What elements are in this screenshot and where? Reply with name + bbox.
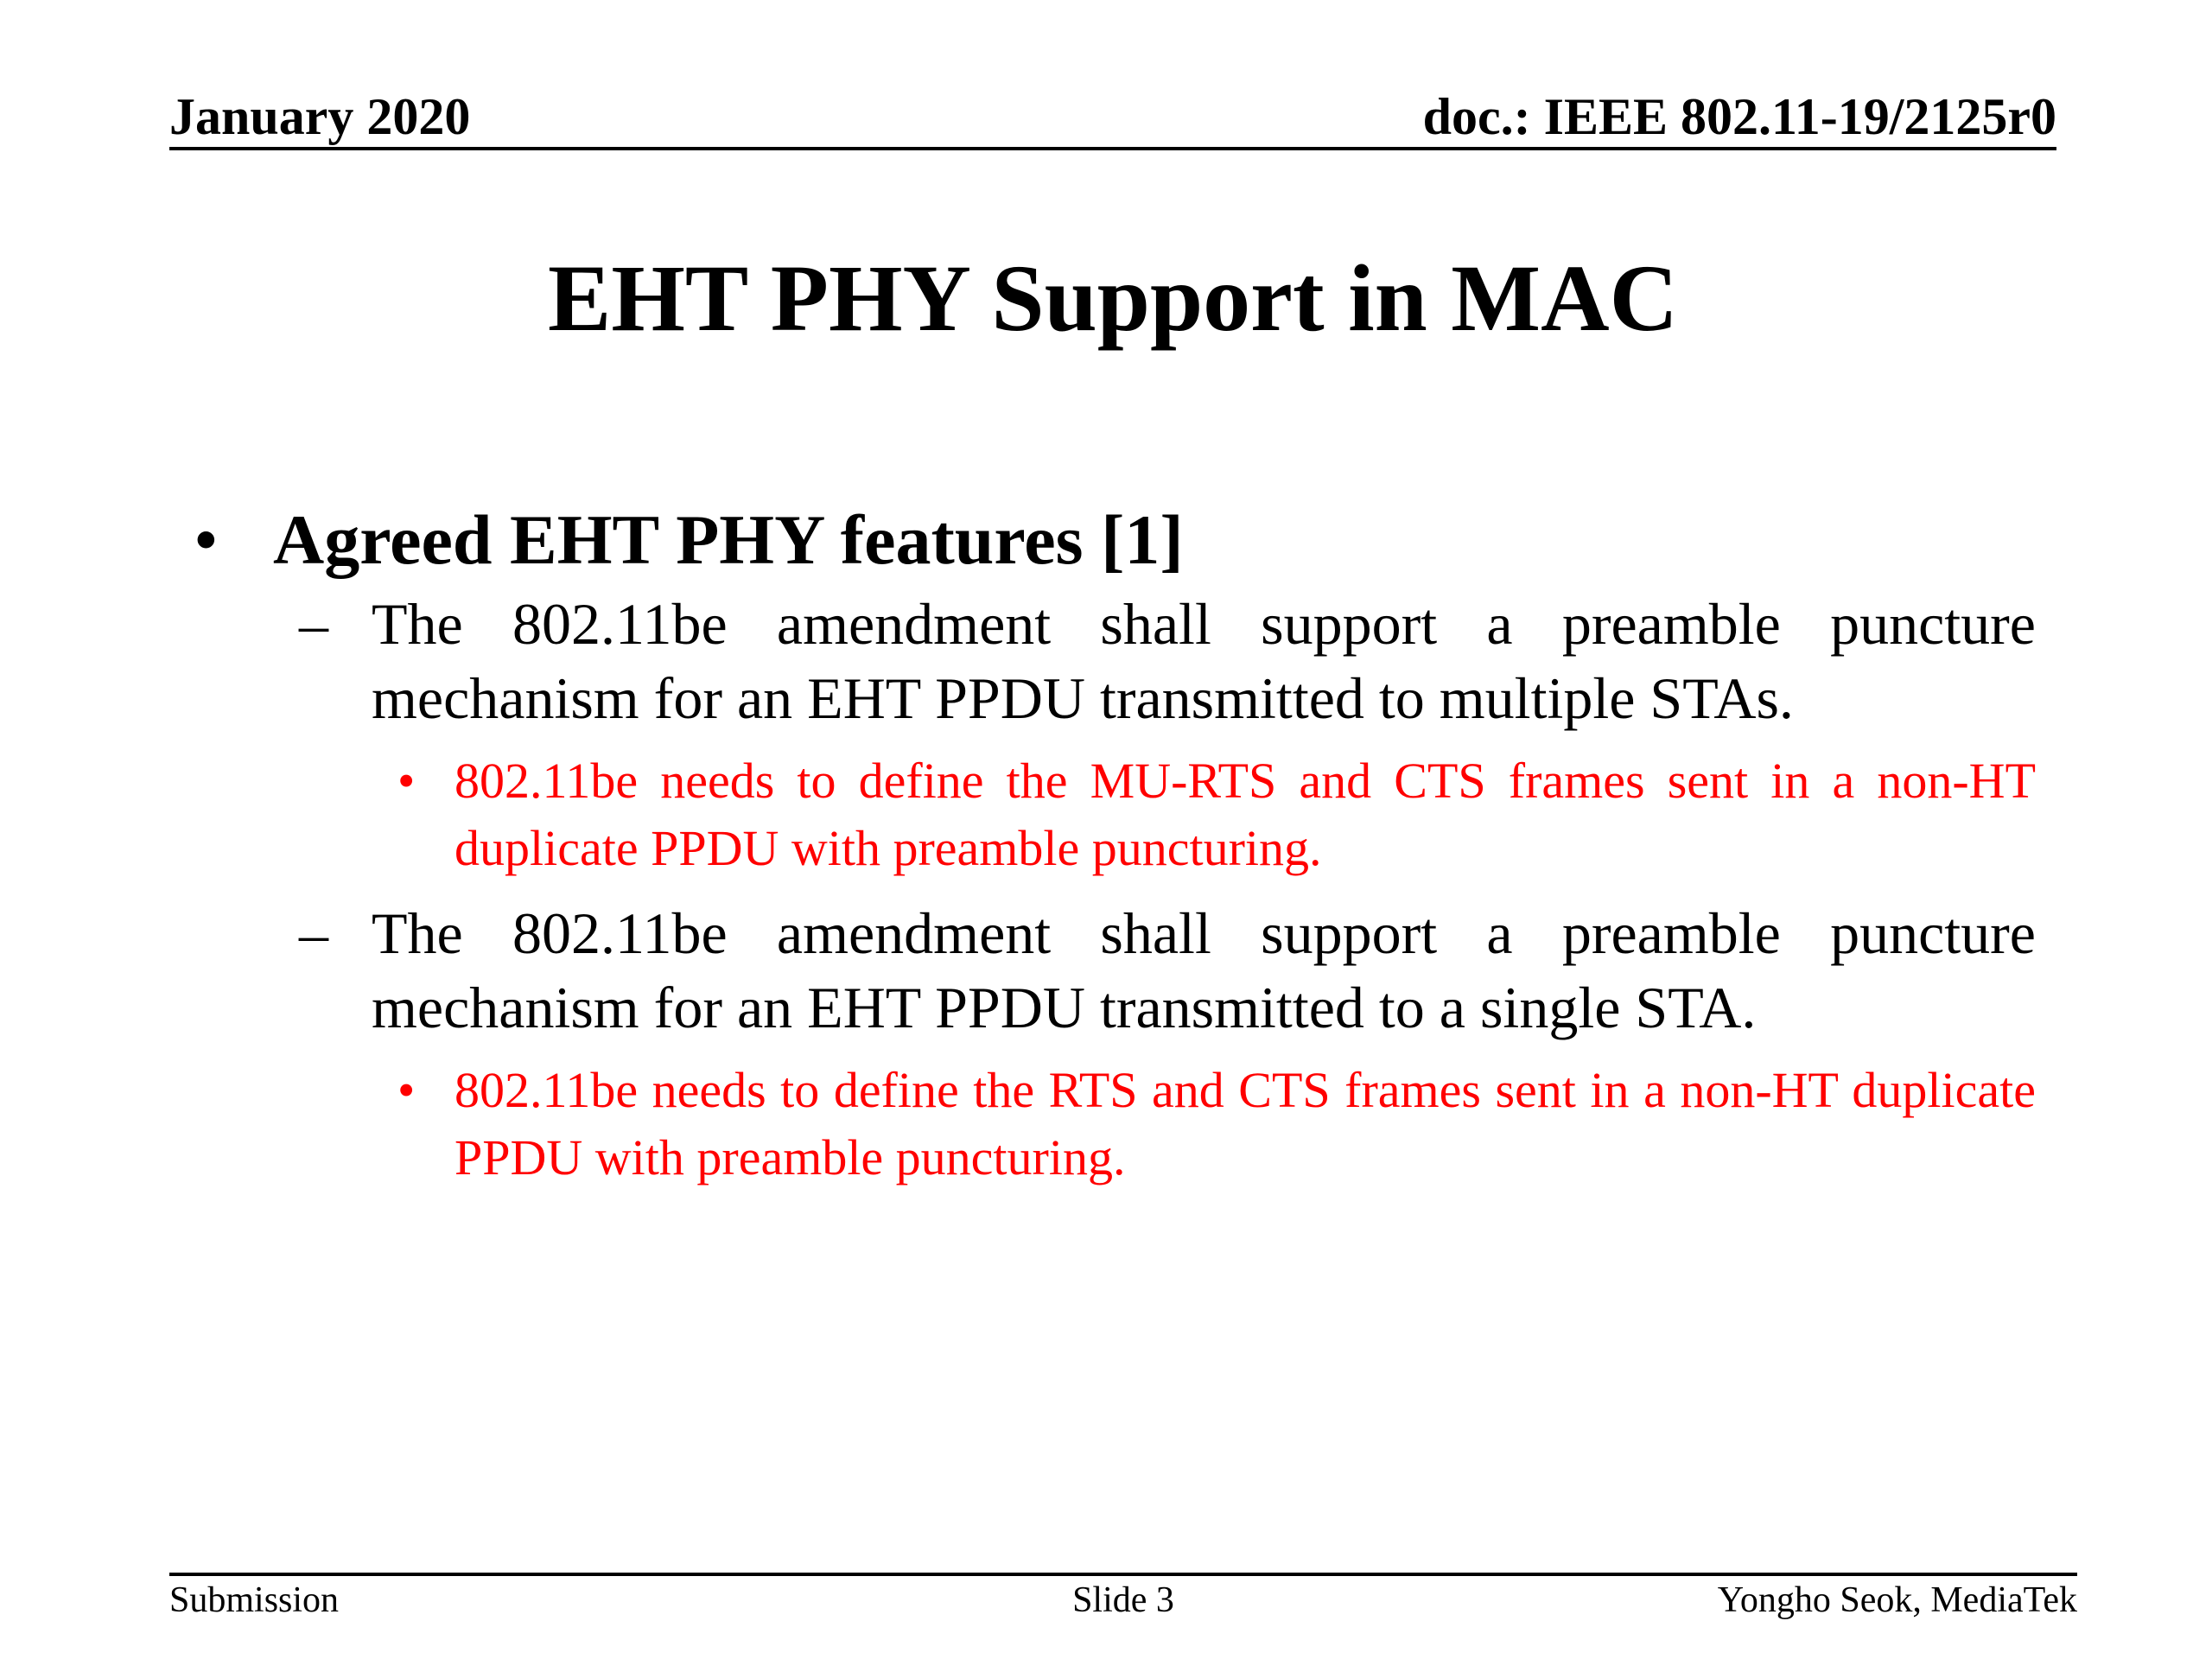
bullet-marker: • — [397, 753, 416, 809]
note-mu-rts-cts — [169, 747, 2036, 882]
bullet-agreed-features — [169, 497, 2036, 583]
slide-title: EHT PHY Support in MAC — [547, 245, 1679, 351]
slide-body — [169, 497, 2036, 1205]
header-date: January 2020 — [169, 88, 471, 145]
bullet-marker: • — [397, 1062, 416, 1118]
header-divider — [169, 147, 2056, 150]
footer-slide-number: Slide 3 — [1072, 1580, 1174, 1620]
sub-bullet-multiple-stas — [169, 587, 2036, 735]
footer-submission: Submission — [169, 1580, 340, 1620]
note-text: 802.11be needs to define the RTS and CTS frames sent in a non-HT duplicate PPDU with preamble puncturing. — [454, 1062, 2036, 1185]
bullet-text: Agreed EHT PHY features [1] — [273, 500, 1184, 579]
footer-divider — [169, 1573, 2077, 1576]
header-doc-id: doc.: IEEE 802.11-19/2125r0 — [1422, 88, 2056, 145]
sub-bullet-text: The 802.11be amendment shall support a preamble puncture mechanism for an EHT PPDU transmitted to a single STA. — [372, 900, 2036, 1040]
note-text: 802.11be needs to define the MU-RTS and CTS frames sent in a non-HT duplicate PPDU with preamble puncturing. — [454, 753, 2036, 876]
sub-bullet-single-sta — [169, 896, 2036, 1045]
dash-marker: – — [299, 591, 328, 657]
note-rts-cts — [169, 1057, 2036, 1192]
dash-marker: – — [299, 900, 328, 966]
footer-author: Yongho Seok, MediaTek — [1717, 1580, 2077, 1620]
bullet-marker: • — [194, 500, 219, 579]
sub-bullet-text: The 802.11be amendment shall support a preamble puncture mechanism for an EHT PPDU transmitted to multiple STAs. — [372, 591, 2036, 731]
